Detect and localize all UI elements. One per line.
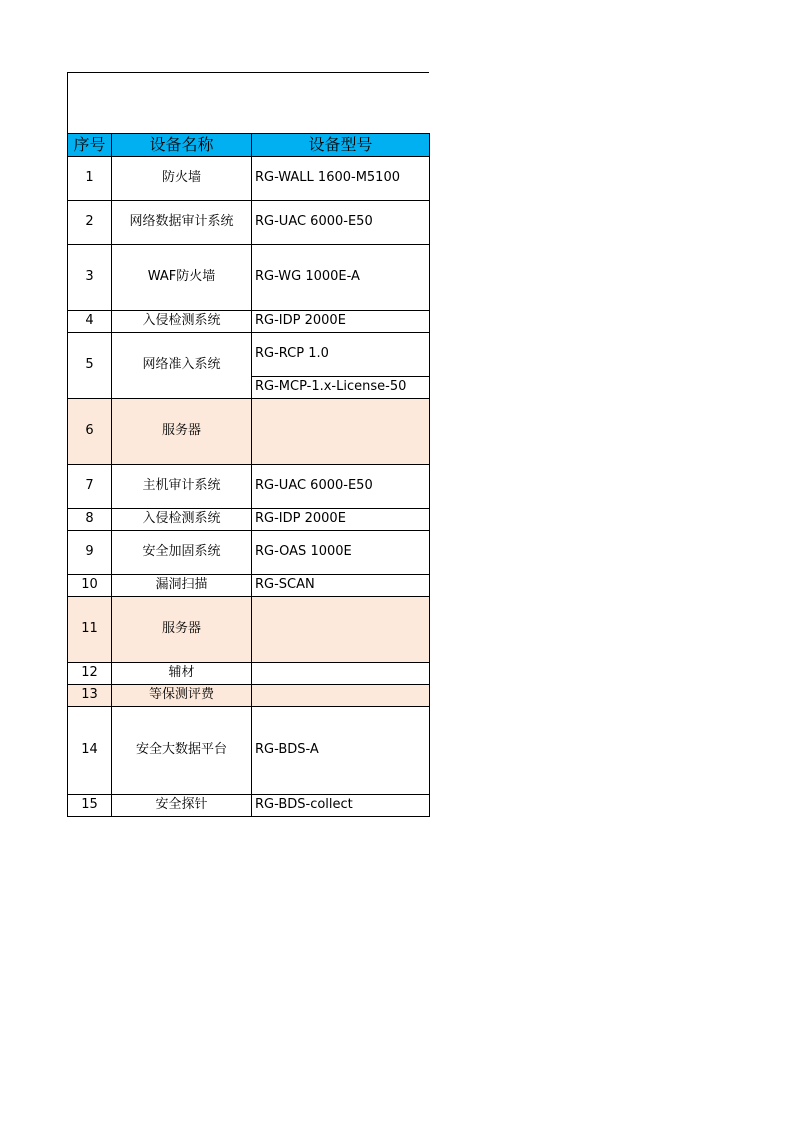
- row-no: 3: [68, 245, 112, 311]
- row-model: RG-RCP 1.0: [252, 333, 430, 377]
- row-name: 主机审计系统: [112, 465, 252, 509]
- row-no: 2: [68, 201, 112, 245]
- row-name: 入侵检测系统: [112, 509, 252, 531]
- row-model: RG-WG 1000E-A: [252, 245, 430, 311]
- row-name: 防火墙: [112, 157, 252, 201]
- row-name: 安全加固系统: [112, 531, 252, 575]
- row-model: RG-OAS 1000E: [252, 531, 430, 575]
- row-no: 15: [68, 795, 112, 817]
- row-model-secondary: RG-MCP-1.x-License-50: [252, 377, 430, 399]
- table-row: [68, 157, 430, 201]
- row-name: 辅材: [112, 663, 252, 685]
- row-no: 10: [68, 575, 112, 597]
- row-no: 7: [68, 465, 112, 509]
- row-name: WAF防火墙: [112, 245, 252, 311]
- row-model: RG-SCAN: [252, 575, 430, 597]
- row-model: RG-UAC 6000-E50: [252, 201, 430, 245]
- row-name: 网络数据审计系统: [112, 201, 252, 245]
- header-device-name: 设备名称: [112, 134, 252, 157]
- row-model: RG-WALL 1600-M5100: [252, 157, 430, 201]
- row-no: 14: [68, 707, 112, 795]
- row-no: 1: [68, 157, 112, 201]
- table-row: [68, 531, 430, 575]
- row-no: 8: [68, 509, 112, 531]
- row-model: RG-IDP 2000E: [252, 311, 430, 333]
- row-no: 6: [68, 399, 112, 465]
- row-name: 网络准入系统: [112, 333, 252, 399]
- row-no: 13: [68, 685, 112, 707]
- table-row: [68, 201, 430, 245]
- row-no: 12: [68, 663, 112, 685]
- row-name: 安全大数据平台: [112, 707, 252, 795]
- title-area: [67, 72, 429, 133]
- table-row: [68, 399, 430, 465]
- table-row: [68, 685, 430, 707]
- row-name: 等保测评费: [112, 685, 252, 707]
- table-row: [68, 597, 430, 663]
- row-name: 服务器: [112, 597, 252, 663]
- header-device-model: 设备型号: [252, 134, 430, 157]
- row-model: [252, 399, 430, 465]
- row-name: 服务器: [112, 399, 252, 465]
- table-row: [68, 333, 430, 377]
- row-no: 9: [68, 531, 112, 575]
- table-row: [68, 245, 430, 311]
- table-row: [68, 509, 430, 531]
- row-model: RG-BDS-collect: [252, 795, 430, 817]
- row-model: [252, 663, 430, 685]
- row-model: RG-BDS-A: [252, 707, 430, 795]
- header-row: [68, 134, 430, 157]
- row-model: [252, 685, 430, 707]
- header-no: 序号: [68, 134, 112, 157]
- spreadsheet-page: [67, 72, 429, 133]
- row-model: RG-UAC 6000-E50: [252, 465, 430, 509]
- row-name: 入侵检测系统: [112, 311, 252, 333]
- row-no: 11: [68, 597, 112, 663]
- row-no: 5: [68, 333, 112, 399]
- table-row: [68, 795, 430, 817]
- row-no: 4: [68, 311, 112, 333]
- table-row: [68, 311, 430, 333]
- equipment-table: [67, 133, 430, 817]
- table-row: [68, 465, 430, 509]
- table-row: [68, 707, 430, 795]
- row-model: RG-IDP 2000E: [252, 509, 430, 531]
- table-row: [68, 663, 430, 685]
- table-row: [68, 575, 430, 597]
- row-name: 安全探针: [112, 795, 252, 817]
- row-name: 漏洞扫描: [112, 575, 252, 597]
- row-model: [252, 597, 430, 663]
